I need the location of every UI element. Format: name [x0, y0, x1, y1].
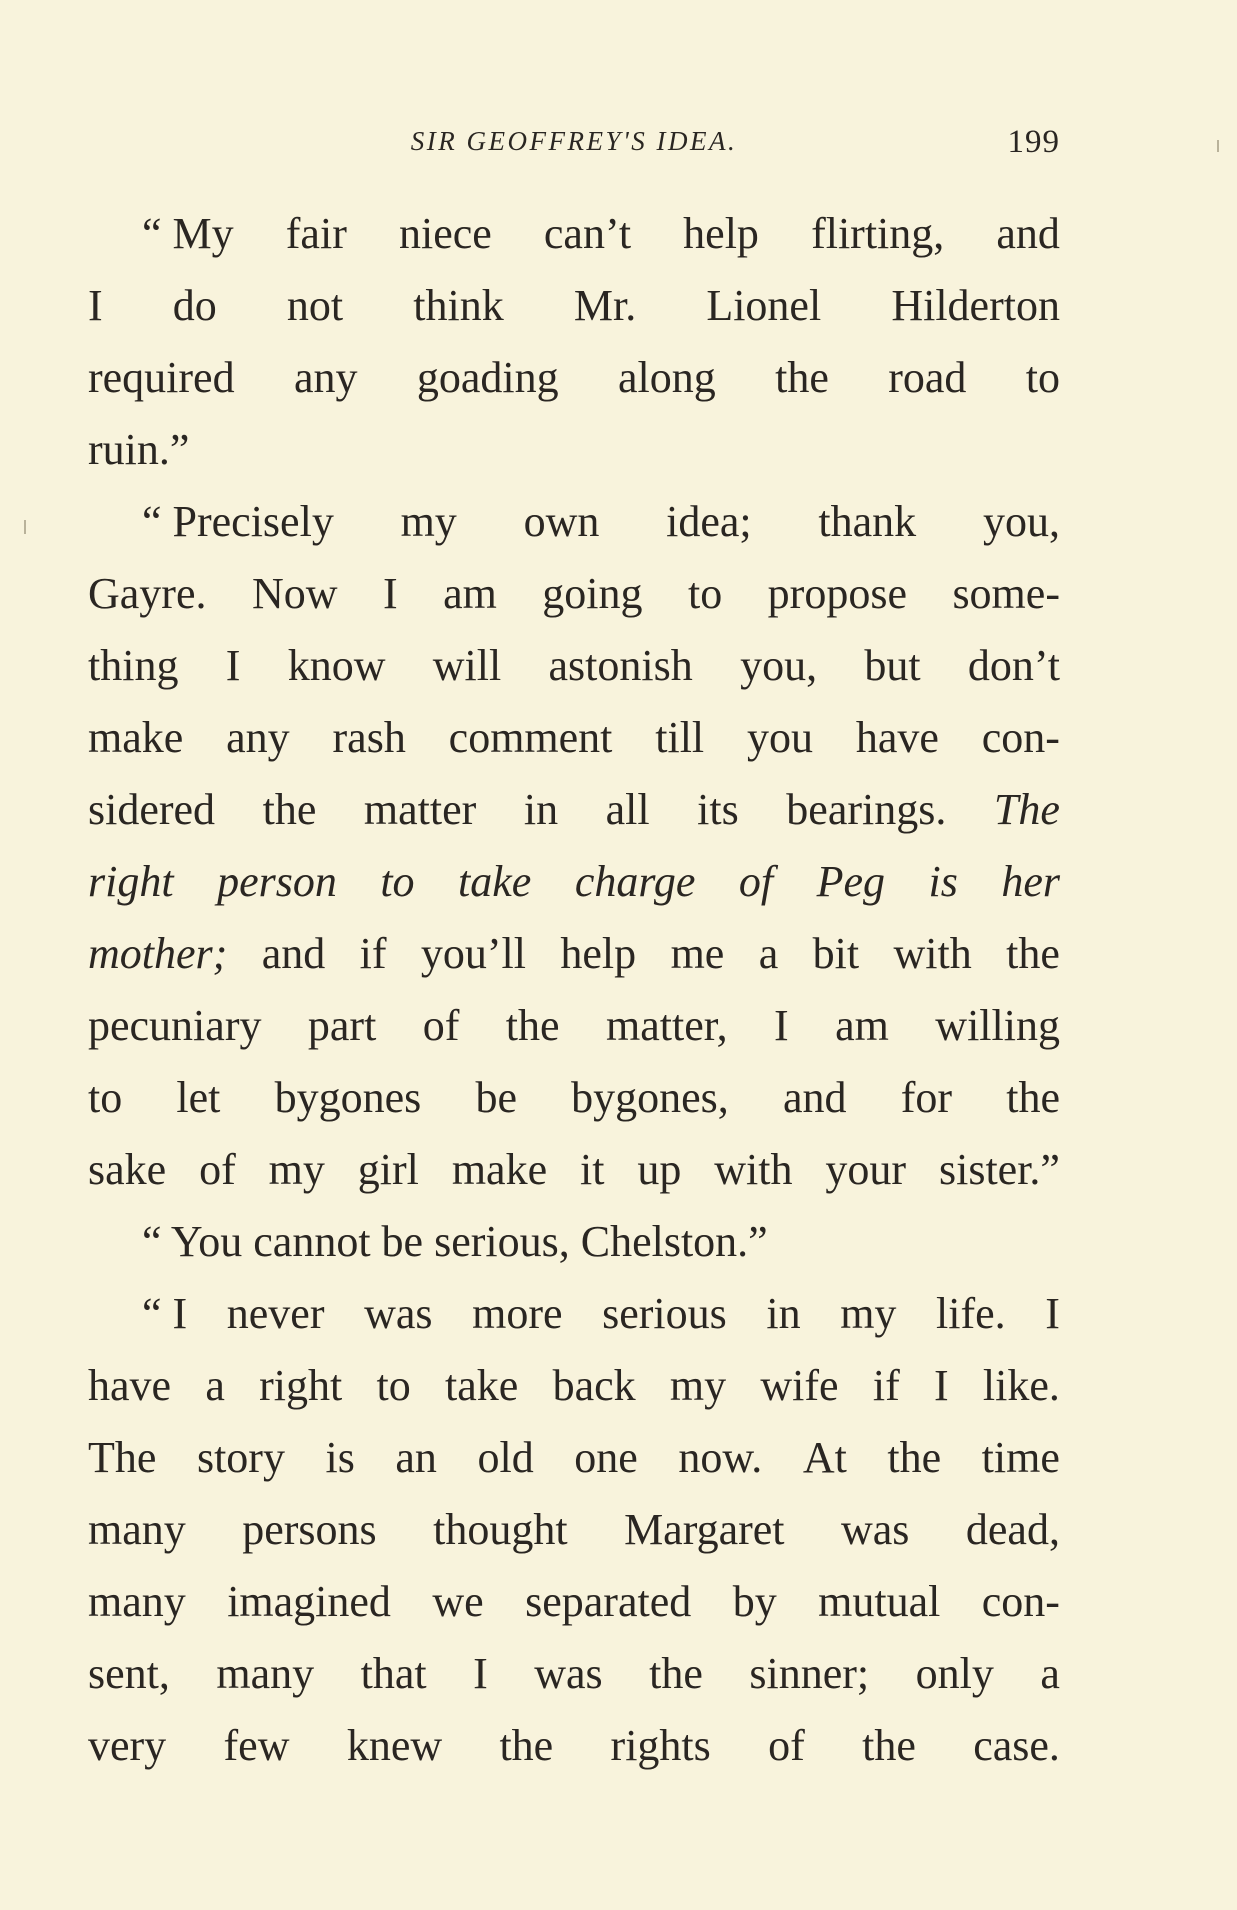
text-line	[88, 702, 1060, 774]
word: sister.”	[938, 1145, 1060, 1194]
word: the	[862, 1721, 916, 1770]
word: you	[747, 713, 813, 762]
word: the	[1006, 1073, 1060, 1122]
word: “ You cannot be serious, Chelston.”	[142, 1217, 768, 1266]
word: by	[732, 1577, 777, 1626]
text-line	[88, 486, 1060, 558]
word: the	[262, 785, 317, 834]
word: know	[287, 641, 386, 690]
word: mutual	[818, 1577, 941, 1626]
word: in	[766, 1289, 801, 1338]
word: thing	[88, 641, 179, 690]
word: its	[697, 785, 739, 834]
word: story	[196, 1433, 285, 1482]
italic-word: charge	[574, 857, 696, 906]
word: thank	[818, 497, 917, 546]
word: am	[835, 1001, 889, 1050]
word: knew	[346, 1721, 443, 1770]
word: required	[88, 353, 235, 402]
text-line	[88, 414, 1060, 486]
word: till	[655, 713, 705, 762]
word: con-	[981, 713, 1060, 762]
word: life.	[936, 1289, 1006, 1338]
word: help	[560, 929, 637, 978]
word: and	[261, 929, 326, 978]
word: now.	[678, 1433, 763, 1482]
word: more	[472, 1289, 563, 1338]
running-title: SIR GEOFFREY'S IDEA.	[410, 126, 738, 156]
word: was	[534, 1649, 603, 1698]
word: the	[887, 1433, 942, 1482]
text-line	[88, 1134, 1060, 1206]
word: I	[88, 281, 103, 330]
word: the	[505, 1001, 560, 1050]
word: of	[199, 1145, 236, 1194]
word: my	[400, 497, 457, 546]
word: bygones,	[571, 1073, 729, 1122]
word: all	[605, 785, 650, 834]
text-line	[88, 846, 1060, 918]
word: one	[574, 1433, 638, 1482]
text-line	[88, 1494, 1060, 1566]
word: part	[307, 1001, 377, 1050]
text-line	[88, 1350, 1060, 1422]
word: your	[825, 1145, 907, 1194]
word: going	[542, 569, 643, 618]
word: I	[225, 641, 241, 690]
word: with	[714, 1145, 793, 1194]
word: take	[445, 1361, 519, 1410]
italic-word: her	[1001, 857, 1060, 906]
word: of	[768, 1721, 805, 1770]
word: think	[413, 281, 504, 330]
word: but	[864, 641, 921, 690]
word: a	[758, 929, 779, 978]
word: up	[637, 1145, 682, 1194]
italic-word: is	[928, 857, 958, 906]
word: like.	[982, 1361, 1060, 1410]
word: to	[376, 1361, 411, 1410]
word: is	[325, 1433, 355, 1482]
word: “ I	[142, 1289, 188, 1338]
word: will	[432, 641, 502, 690]
italic-word: person	[217, 857, 337, 906]
word: was	[364, 1289, 433, 1338]
margin-mark	[24, 520, 26, 534]
word: road	[888, 353, 967, 402]
word: in	[523, 785, 559, 834]
text-line	[88, 990, 1060, 1062]
word: imagined	[227, 1577, 391, 1626]
word: I	[473, 1649, 488, 1698]
word: back	[552, 1361, 636, 1410]
word: have	[88, 1361, 172, 1410]
word: never	[226, 1289, 325, 1338]
word: you,	[982, 497, 1060, 546]
word: make	[451, 1145, 548, 1194]
body-text	[88, 198, 1060, 1782]
word: girl	[357, 1145, 419, 1194]
word: the	[649, 1649, 703, 1698]
word: the	[499, 1721, 554, 1770]
word: can’t	[543, 209, 632, 258]
text-line	[88, 1278, 1060, 1350]
word: with	[893, 929, 972, 978]
word: matter	[363, 785, 477, 834]
running-head	[88, 120, 1060, 160]
word: goading	[416, 353, 559, 402]
italic-word: to	[380, 857, 415, 906]
margin-mark	[1217, 140, 1219, 152]
word: Gayre.	[88, 569, 207, 618]
word: my	[669, 1361, 727, 1410]
italic-word: mother;	[88, 929, 228, 978]
word: you,	[740, 641, 818, 690]
word: many	[216, 1649, 315, 1698]
word: willing	[935, 1001, 1060, 1050]
word: I	[1045, 1289, 1060, 1338]
word: separated	[525, 1577, 692, 1626]
word: time	[981, 1433, 1060, 1482]
word: matter,	[605, 1001, 728, 1050]
italic-word: take	[458, 857, 532, 906]
italic-word: of	[738, 857, 774, 906]
word: any	[226, 713, 290, 762]
word: idea;	[666, 497, 752, 546]
word: to	[88, 1073, 123, 1122]
text-line	[88, 270, 1060, 342]
word: to	[1025, 353, 1060, 402]
word: dead,	[965, 1505, 1060, 1554]
word: that	[360, 1649, 427, 1698]
word: Mr.	[573, 281, 637, 330]
word: make	[88, 713, 184, 762]
word: it	[580, 1145, 605, 1194]
word: old	[477, 1433, 534, 1482]
word: don’t	[967, 641, 1060, 690]
word: the	[1006, 929, 1060, 978]
word: Now	[251, 569, 338, 618]
word: to	[687, 569, 723, 618]
word: fair	[285, 209, 347, 258]
word: Margaret	[624, 1505, 785, 1554]
word: was	[840, 1505, 910, 1554]
word: I	[774, 1001, 789, 1050]
word: and	[783, 1073, 847, 1122]
word: own	[523, 497, 600, 546]
word: At	[802, 1433, 847, 1482]
word: niece	[398, 209, 492, 258]
word: Hilderton	[891, 281, 1060, 330]
word: persons	[242, 1505, 377, 1554]
word: rights	[610, 1721, 711, 1770]
word: sent,	[88, 1649, 170, 1698]
word: a	[1040, 1649, 1060, 1698]
word: pecuniary	[88, 1001, 262, 1050]
word: you’ll	[420, 929, 527, 978]
word: con-	[981, 1577, 1060, 1626]
word: if	[359, 929, 387, 978]
text-line	[88, 558, 1060, 630]
word: not	[286, 281, 344, 330]
word: ruin.”	[88, 425, 190, 474]
word: right	[259, 1361, 343, 1410]
page-number: 199	[1007, 124, 1060, 160]
text-line	[88, 1206, 1060, 1278]
word: a	[205, 1361, 225, 1410]
word: if	[872, 1361, 900, 1410]
word: and	[996, 209, 1060, 258]
word: the	[775, 353, 829, 402]
word: do	[172, 281, 217, 330]
word: be	[475, 1073, 517, 1122]
word: sinner;	[749, 1649, 870, 1698]
word: help	[683, 209, 759, 258]
word: we	[432, 1577, 484, 1626]
text-line	[88, 774, 1060, 846]
word: bit	[812, 929, 860, 978]
text-line	[88, 342, 1060, 414]
word: my	[268, 1145, 325, 1194]
italic-word: The	[993, 785, 1060, 834]
word: thought	[433, 1505, 568, 1554]
word: comment	[448, 713, 613, 762]
word: let	[176, 1073, 221, 1122]
word: of	[422, 1001, 460, 1050]
italic-word: Peg	[816, 857, 885, 906]
word: an	[395, 1433, 437, 1482]
word: am	[443, 569, 497, 618]
word: any	[293, 353, 358, 402]
text-line	[88, 1710, 1060, 1782]
word: many	[88, 1577, 186, 1626]
text-line	[88, 1566, 1060, 1638]
word: I	[382, 569, 398, 618]
word: astonish	[548, 641, 693, 690]
text-line	[88, 1062, 1060, 1134]
word: only	[915, 1649, 994, 1698]
italic-word: right	[88, 857, 174, 906]
text-line	[88, 1638, 1060, 1710]
word: I	[934, 1361, 949, 1410]
word: some-	[952, 569, 1060, 618]
word: serious	[602, 1289, 727, 1338]
word: few	[223, 1721, 290, 1770]
text-line	[88, 918, 1060, 990]
word: bygones	[274, 1073, 422, 1122]
text-line	[88, 198, 1060, 270]
word: bearings.	[786, 785, 947, 834]
word: The	[88, 1433, 157, 1482]
word: “ My	[142, 209, 234, 258]
text-line	[88, 630, 1060, 702]
word: have	[855, 713, 939, 762]
word: sidered	[88, 785, 216, 834]
word: sake	[88, 1145, 167, 1194]
word: case.	[973, 1721, 1060, 1770]
word: wife	[760, 1361, 839, 1410]
text-line	[88, 1422, 1060, 1494]
word: Lionel	[706, 281, 822, 330]
word: for	[900, 1073, 953, 1122]
word: my	[840, 1289, 897, 1338]
word: many	[88, 1505, 186, 1554]
word: “ Precisely	[142, 497, 334, 546]
word: very	[88, 1721, 167, 1770]
word: me	[670, 929, 725, 978]
word: flirting,	[811, 209, 945, 258]
word: rash	[332, 713, 406, 762]
word: propose	[767, 569, 907, 618]
word: along	[617, 353, 716, 402]
